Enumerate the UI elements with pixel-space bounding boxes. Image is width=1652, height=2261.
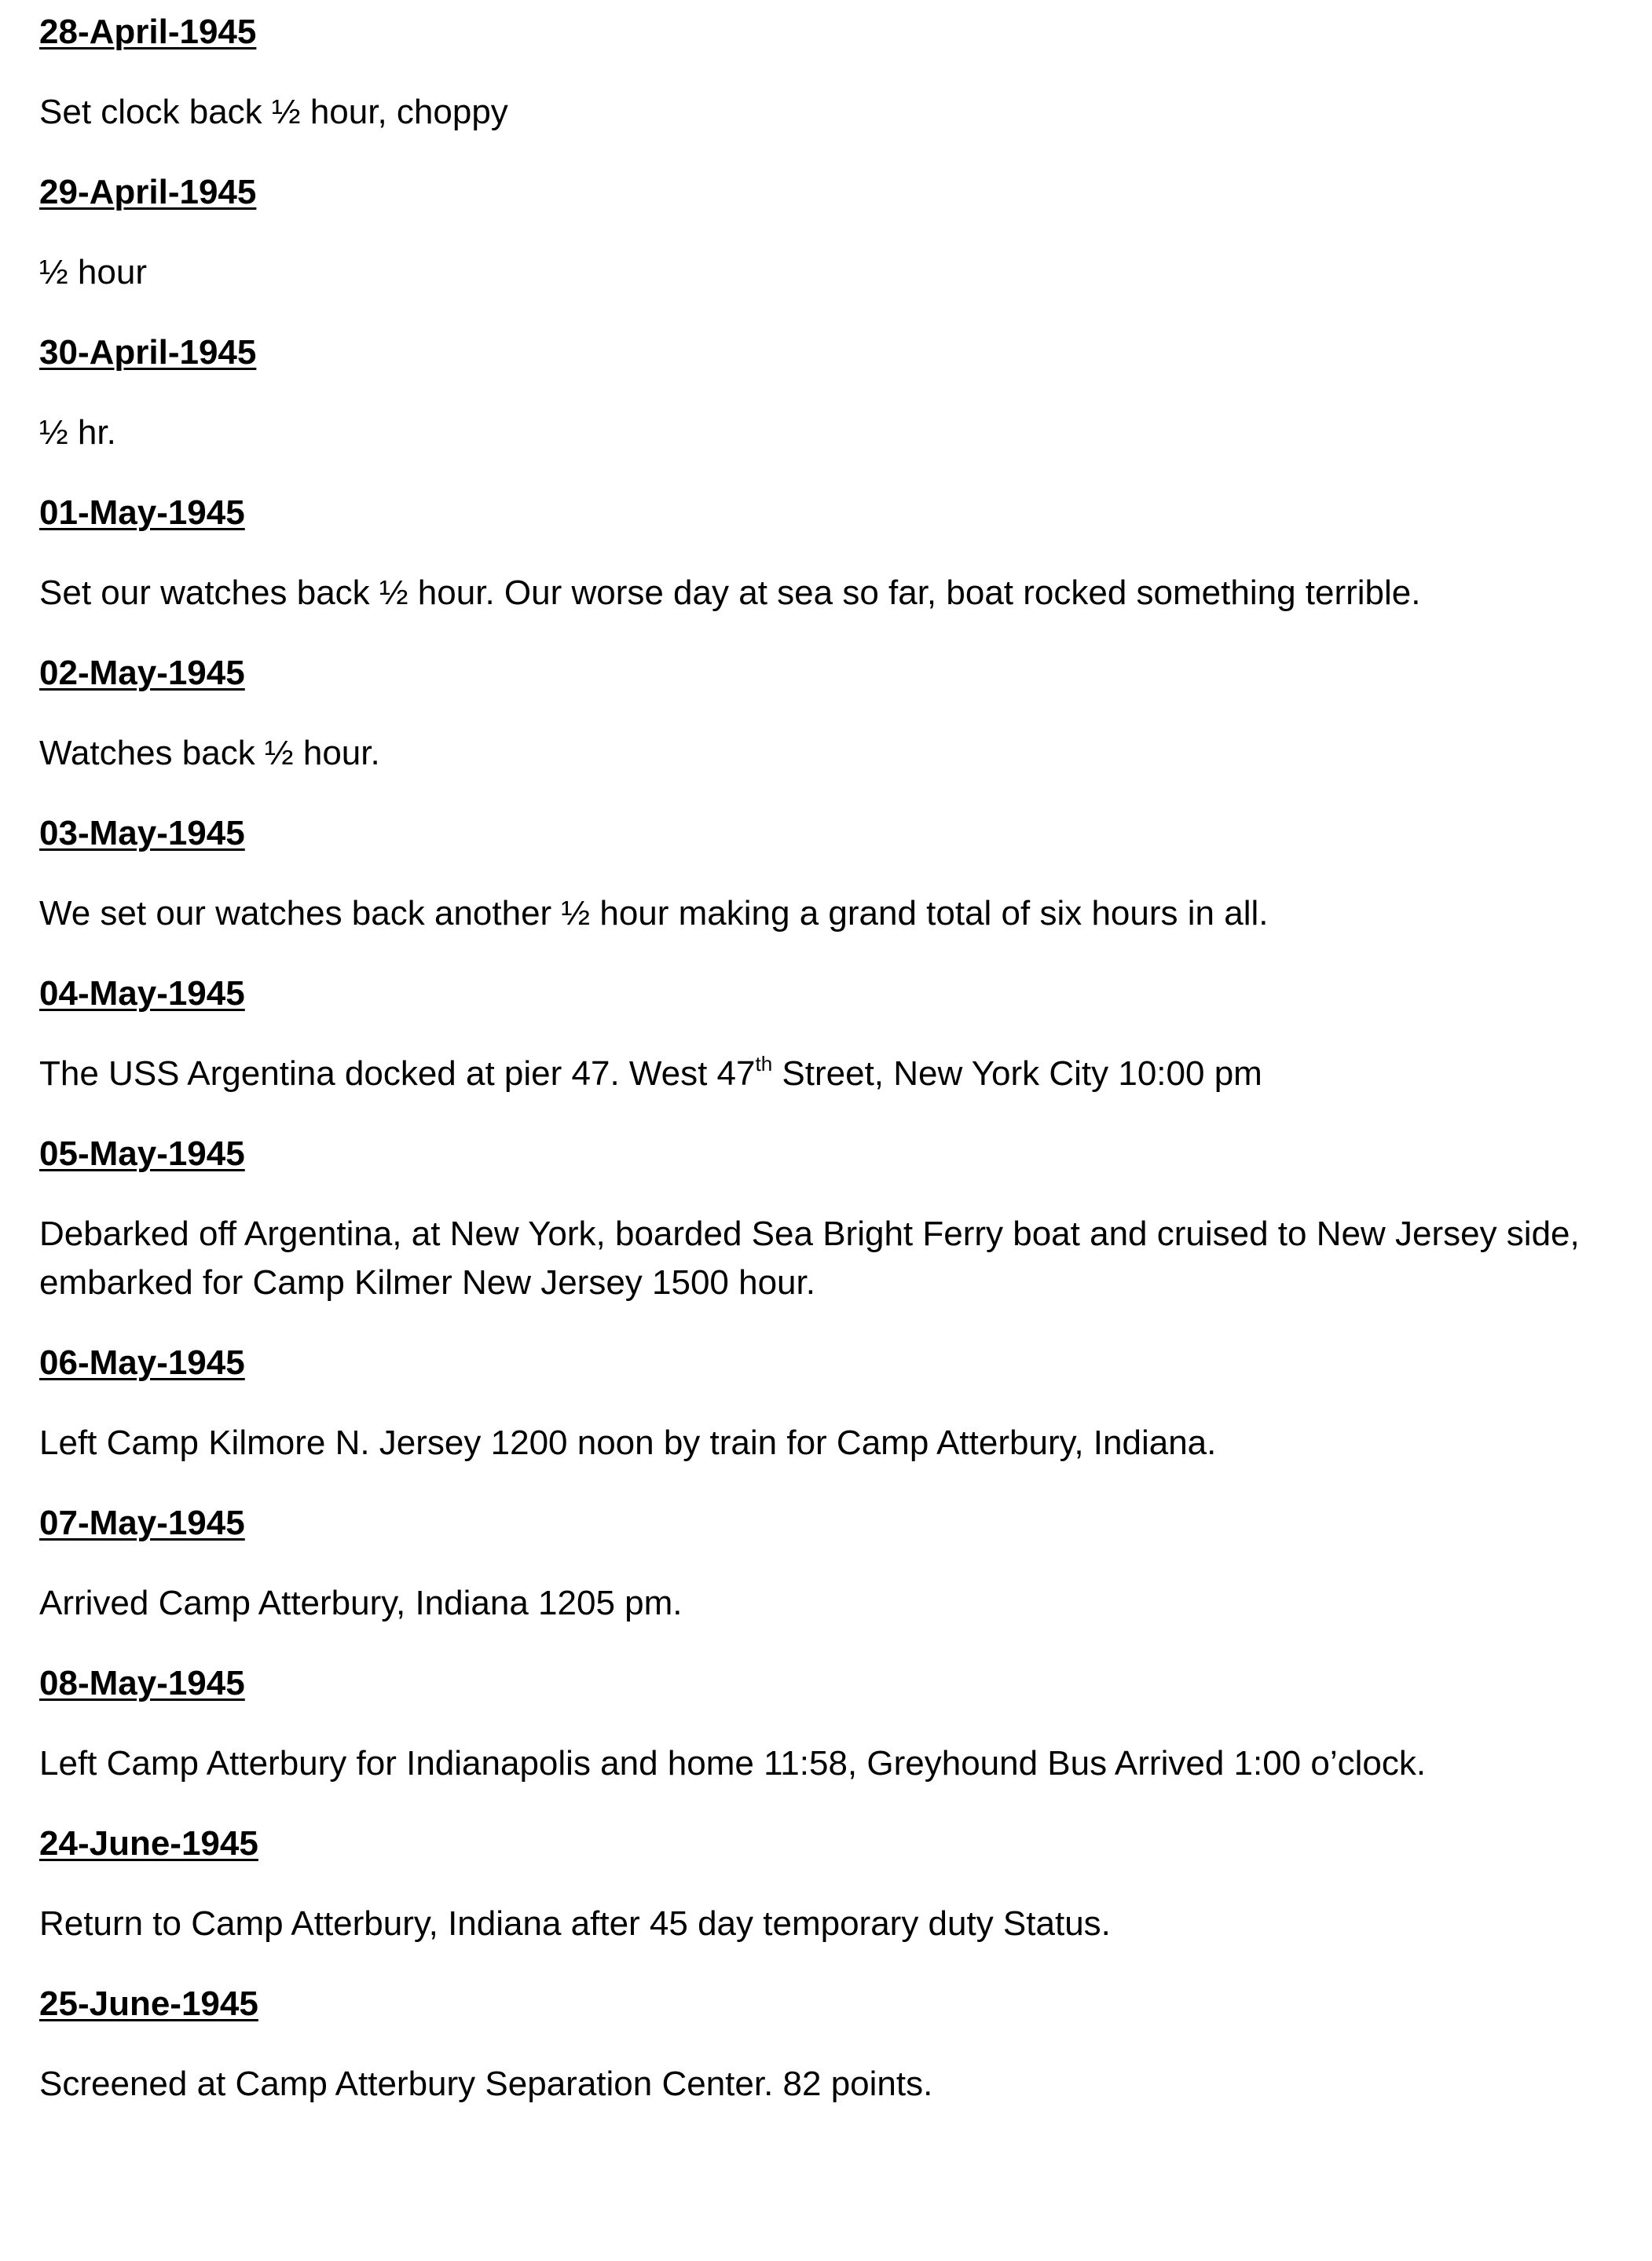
entry-text: Watches back ½ hour. <box>39 734 380 772</box>
diary-entry <box>39 1127 1618 1307</box>
entry-date: 06-May-1945 <box>39 1343 245 1382</box>
entry-text <box>39 1050 1618 1098</box>
entry-text: Screened at Camp Atterbury Separation Center. 82 points. <box>39 2065 933 2103</box>
entry-date: 04-May-1945 <box>39 974 245 1013</box>
diary-entry <box>39 1816 1618 1948</box>
diary-entry <box>39 646 1618 778</box>
diary-entry <box>39 325 1618 457</box>
diary-entry <box>39 806 1618 938</box>
diary-entry <box>39 165 1618 297</box>
entry-text: We set our watches back another ½ hour making a grand total of six hours in all. <box>39 894 1269 933</box>
ordinal-superscript: th <box>755 1052 773 1076</box>
diary-entry <box>39 1977 1618 2109</box>
entry-date: 30-April-1945 <box>39 333 257 372</box>
diary-entry <box>39 5 1618 137</box>
entry-date: 28-April-1945 <box>39 13 257 51</box>
diary-entry <box>39 1496 1618 1628</box>
entry-text: Left Camp Atterbury for Indianapolis and home 11:58, Greyhound Bus Arrived 1:00 o’clock. <box>39 1744 1427 1783</box>
entry-text: Arrived Camp Atterbury, Indiana 1205 pm. <box>39 1584 683 1622</box>
entry-text-before: The USS Argentina docked at pier 47. West 47 <box>39 1054 756 1093</box>
diary-entry <box>39 966 1618 1098</box>
entry-date: 24-June-1945 <box>39 1824 258 1863</box>
entry-text: Return to Camp Atterbury, Indiana after 45 day temporary duty Status. <box>39 1904 1111 1943</box>
entry-date: 25-June-1945 <box>39 1984 258 2023</box>
entry-date: 02-May-1945 <box>39 654 245 692</box>
entry-text: Debarked off Argentina, at New York, boarded Sea Bright Ferry boat and cruised to New Jersey side, embarked for Camp Kilmer New Jersey 1500 hour. <box>39 1215 1580 1302</box>
diary-entry <box>39 486 1618 617</box>
entry-text-after: Street, New York City 10:00 pm <box>772 1054 1262 1093</box>
entry-text: ½ hour <box>39 253 147 291</box>
diary-page <box>39 5 1618 2137</box>
entry-text: Set our watches back ½ hour. Our worse day at sea so far, boat rocked something terrible. <box>39 573 1421 612</box>
entry-date: 03-May-1945 <box>39 814 245 852</box>
entry-date: 29-April-1945 <box>39 173 257 211</box>
entry-text: Set clock back ½ hour, choppy <box>39 93 508 131</box>
entry-text: Left Camp Kilmore N. Jersey 1200 noon by train for Camp Atterbury, Indiana. <box>39 1424 1217 1462</box>
entry-text: ½ hr. <box>39 413 116 452</box>
entry-date: 08-May-1945 <box>39 1664 245 1702</box>
entry-date: 05-May-1945 <box>39 1134 245 1173</box>
diary-entry <box>39 1656 1618 1788</box>
entry-date: 01-May-1945 <box>39 493 245 532</box>
diary-entry <box>39 1336 1618 1468</box>
entry-date: 07-May-1945 <box>39 1504 245 1542</box>
